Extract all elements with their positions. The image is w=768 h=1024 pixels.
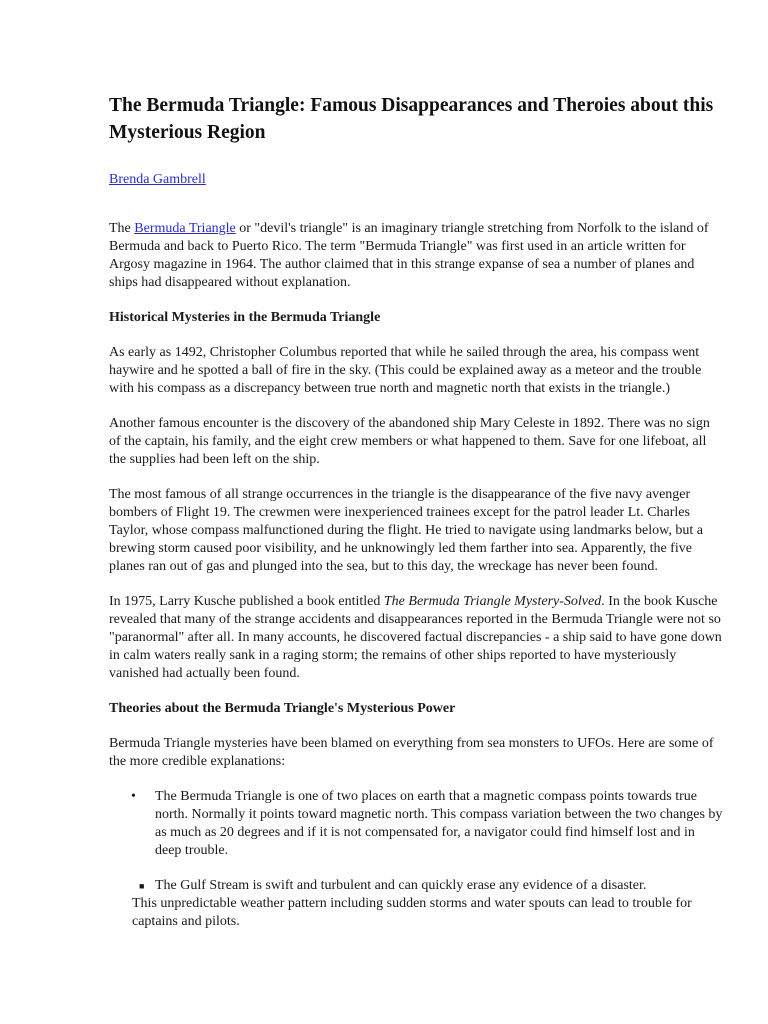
bermuda-triangle-link[interactable]: Bermuda Triangle — [134, 221, 236, 236]
bullet-text: The Bermuda Triangle is one of two places on earth that a magnetic compass points towards true north. Normally it points toward magnetic north. This compass variation between the two changes by as much as 20 degrees and if it is not compensated for, a navigator could find himself lost and in deep trouble. — [155, 789, 723, 858]
kusche-suffix: . In the book Kusche revealed that many of the strange accidents and disappearances reported in the Bermuda Triangle were not so "paranormal" after all. In many accounts, he discovered factual discrepancies - a ship said to have gone down in calm waters really sank in a raging storm; the remains of other ships reported to have mysteriously vanished had actually been found. — [109, 594, 722, 681]
author-line — [109, 171, 723, 189]
paragraph-kusche — [109, 593, 723, 683]
bullet-marker: • — [131, 789, 136, 804]
bullet-continuation: This unpredictable weather pattern including sudden storms and water spouts can lead to trouble for captains and pilots. — [132, 896, 692, 929]
paragraph-columbus: As early as 1492, Christopher Columbus reported that while he sailed through the area, his compass went haywire and he spotted a ball of fire in the sky. (This could be explained away as a meteor and the trouble with his compass as a discrepancy between true north and magnetic north that exists in the triangle.) — [109, 345, 702, 396]
paragraph-flight-19: The most famous of all strange occurrences in the triangle is the disappearance of the five navy avenger bombers of Flight 19. The crewmen were inexperienced trainees except for the patrol leader Lt. Charles Taylor, whose compass malfunctioned during the flight. He tried to navigate using landmarks below, but a brewing storm caused poor visibility, and he unknowingly led them farther into sea. Apparently, the five planes ran out of gas and plunged into the sea, but to this day, the wreckage has never been found. — [109, 487, 703, 574]
article-title: The Bermuda Triangle: Famous Disappearances and Theroies about this Mysterious Region — [109, 95, 714, 143]
list-item — [109, 877, 723, 931]
bullet-text: The Gulf Stream is swift and turbulent and can quickly erase any evidence of a disaster. — [155, 878, 647, 893]
section-heading-theories: Theories about the Bermuda Triangle's Mysterious Power — [109, 701, 456, 716]
square-bullet-marker: ■ — [139, 881, 145, 891]
intro-suffix: or "devil's triangle" is an imaginary triangle stretching from Norfolk to the island of Bermuda and back to Puerto Rico. The term "Bermuda Triangle" was first used in an article written for Argosy magazine in 1964. The author claimed that in this strange expanse of sea a number of planes and ships had disappeared without explanation. — [109, 221, 709, 290]
author-link[interactable]: Brenda Gambrell — [109, 172, 206, 187]
paragraph-theories-intro: Bermuda Triangle mysteries have been blamed on everything from sea monsters to UFOs. Here are some of the more credible explanations: — [109, 736, 714, 769]
list-item — [109, 788, 723, 860]
theories-list — [109, 788, 723, 931]
book-title: The Bermuda Triangle Mystery-Solved — [383, 594, 602, 609]
section-heading-historical: Historical Mysteries in the Bermuda Triangle — [109, 310, 381, 325]
intro-prefix: The — [109, 221, 135, 236]
article — [109, 92, 723, 931]
kusche-prefix: In 1975, Larry Kusche published a book entitled — [109, 594, 384, 609]
paragraph-mary-celeste: Another famous encounter is the discovery of the abandoned ship Mary Celeste in 1892. There was no sign of the captain, his family, and the eight crew members or what happened to them. Save for one lifeboat, all the supplies had been left on the ship. — [109, 416, 710, 467]
intro-paragraph — [109, 220, 723, 292]
bullet-first-line — [109, 877, 723, 895]
